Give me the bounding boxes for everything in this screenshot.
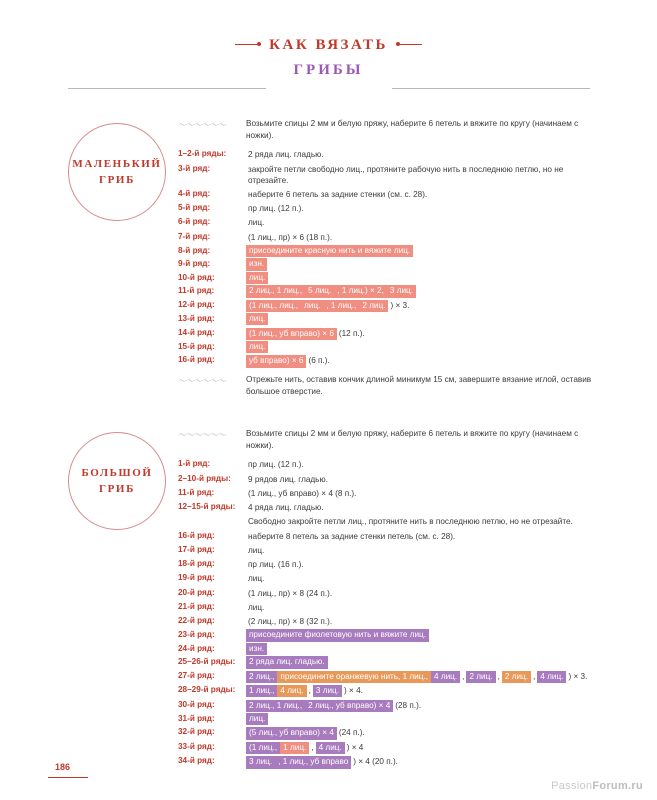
instruction-segment: 2 лиц., уб вправо) × 4 <box>305 700 393 712</box>
instruction-row <box>178 313 598 326</box>
instruction-row <box>178 572 598 586</box>
row-instruction <box>246 629 598 642</box>
instruction-segment: 2 лиц. <box>359 300 388 312</box>
instruction-segment: ) × 4 (20 п.). <box>353 757 398 767</box>
row-label: 13-й ряд: <box>178 314 215 324</box>
row-instruction <box>246 285 598 298</box>
instruction-segment: 2 ряда лиц. гладью. <box>246 656 328 668</box>
row-instruction <box>246 543 598 557</box>
instruction-segment: (2 лиц., пр) × 8 (32 п.). <box>248 617 333 627</box>
row-label: 22-й ряд: <box>178 616 215 626</box>
row-instruction <box>246 586 598 600</box>
instruction-segment: пр лиц. (12 п.). <box>248 204 304 214</box>
instruction-segment: 2 ряда лиц. гладью. <box>248 150 324 160</box>
instruction-row <box>178 244 598 257</box>
instruction-segment: (1 лиц., пр) × 8 (24 п.). <box>248 588 333 598</box>
instruction-row <box>178 501 598 515</box>
row-label: 24-й ряд: <box>178 643 215 653</box>
instruction-segment: (1 лиц., уб вправо) × 4 (8 п.). <box>248 488 357 498</box>
row-instruction <box>246 615 598 629</box>
instruction-segment: 4 лиц. <box>537 671 566 683</box>
instruction-segment: присоедините фиолетовую нить и вяжите лиц. <box>246 629 429 641</box>
row-label: 12-й ряд: <box>178 299 215 309</box>
instruction-segment: присоедините оранжевую нить, 1 лиц., <box>277 671 431 683</box>
instruction-row <box>178 726 598 740</box>
page-number-rule <box>48 777 88 778</box>
page-header <box>0 36 657 79</box>
wave-divider-icon-2: 〜〜〜〜〜〜 <box>178 376 227 383</box>
instruction-segment: 4 лиц. <box>277 685 306 697</box>
row-instruction <box>246 458 598 472</box>
row-instruction <box>246 313 598 326</box>
instruction-row <box>178 285 598 298</box>
instruction-row <box>178 629 598 642</box>
instruction-segment: (1 лиц., <box>246 742 280 754</box>
instruction-segment: 3 лиц. <box>313 685 342 697</box>
row-label: 32-й ряд: <box>178 727 215 737</box>
instruction-segment: лиц. <box>246 313 268 325</box>
row-label: 23-й ряд: <box>178 630 215 640</box>
row-instruction <box>246 354 598 368</box>
instruction-row <box>178 271 598 284</box>
row-label: 33-й ряд: <box>178 741 215 751</box>
instruction-segment: лиц. <box>301 300 323 312</box>
row-label: 18-й ряд: <box>178 559 215 569</box>
row-label: 1-й ряд: <box>178 459 211 469</box>
instruction-segment: пр лиц. (16 п.). <box>248 560 304 570</box>
instruction-segment: ) × 3. <box>568 671 588 681</box>
instruction-segment: , <box>497 671 500 681</box>
instruction-segment: 9 рядов лиц. гладью. <box>248 474 328 484</box>
instruction-row <box>178 326 598 340</box>
instruction-segment: наберите 6 петель за задние стенки (см. с. 28). <box>248 189 428 199</box>
instruction-segment: 5 лиц. <box>305 285 334 297</box>
instruction-row <box>178 148 598 162</box>
instruction-row <box>178 515 598 529</box>
row-label: 5-й ряд: <box>178 203 211 213</box>
instruction-segment: 1 лиц. <box>280 742 309 754</box>
instruction-segment: лиц. <box>246 272 268 284</box>
row-instruction <box>246 698 598 712</box>
watermark-light: Passion <box>551 780 593 792</box>
instruction-segment: лиц. <box>246 341 268 353</box>
row-instruction <box>246 298 598 312</box>
instruction-segment: (1 лиц., уб вправо) × 6 <box>246 328 337 340</box>
watermark-bold: Forum.ru <box>592 780 643 792</box>
row-label: 8-й ряд: <box>178 245 211 255</box>
instruction-segment: 4 лиц. <box>431 671 460 683</box>
instruction-segment: лиц. <box>248 218 265 228</box>
badge-big-mushroom <box>68 432 166 530</box>
intro-text-big: Возьмите спицы 2 мм и белую пряжу, наберите 6 петель и вяжите по кругу (начинаем с ножки). <box>246 429 579 450</box>
instruction-segment: , <box>533 671 536 681</box>
header-title-primary <box>0 36 657 54</box>
row-instruction <box>246 202 598 216</box>
instruction-segment: 2 лиц. <box>466 671 495 683</box>
badge-small-line2: ГРИБ <box>99 174 135 186</box>
row-label: 6-й ряд: <box>178 217 211 227</box>
row-label: 15-й ряд: <box>178 342 215 351</box>
instruction-row <box>178 615 598 629</box>
intro-text-small: Возьмите спицы 2 мм и белую пряжу, наберите 6 петель и вяжите по кругу (начинаем с ножки). <box>246 119 579 140</box>
row-instruction <box>246 726 598 740</box>
row-instruction <box>246 486 598 500</box>
instruction-segment: присоедините красную нить и вяжите лиц. <box>246 245 413 257</box>
instruction-rows-small <box>178 148 598 369</box>
instruction-segment: 2 лиц., 1 лиц., <box>246 700 305 712</box>
badge-big-line2: ГРИБ <box>99 483 135 495</box>
ornament-left-icon <box>235 44 257 45</box>
section-small-mushroom <box>178 118 598 398</box>
row-label: 16-й ряд: <box>178 530 215 540</box>
instruction-row <box>178 354 598 368</box>
instruction-segment: лиц. <box>248 602 265 612</box>
row-instruction <box>246 558 598 572</box>
instruction-row <box>178 258 598 271</box>
instruction-row <box>178 656 598 669</box>
instruction-segment: 3 лиц. <box>387 285 416 297</box>
row-instruction <box>246 515 598 529</box>
row-label: 12–15-й ряды: <box>178 502 236 512</box>
row-label: 19-й ряд: <box>178 573 215 583</box>
row-label: 3-й ряд: <box>178 163 211 173</box>
row-instruction <box>246 572 598 586</box>
instruction-row <box>178 698 598 712</box>
instruction-segment: закройте петли свободно лиц., протяните рабочую нить в последнюю петлю, но не отрезайте. <box>248 164 564 185</box>
row-instruction <box>246 271 598 284</box>
section-big-mushroom <box>178 428 598 769</box>
row-label: 7-й ряд: <box>178 231 211 241</box>
instruction-segment: (24 п.). <box>338 728 365 738</box>
instruction-segment: 1 лиц., <box>246 685 277 697</box>
row-instruction <box>246 216 598 230</box>
header-title-line2: ГРИБЫ <box>293 62 364 78</box>
row-instruction <box>246 472 598 486</box>
row-label: 16-й ряд: <box>178 355 215 365</box>
instruction-row <box>178 187 598 201</box>
instruction-segment: , <box>462 671 465 681</box>
row-label: 21-й ряд: <box>178 601 215 611</box>
row-instruction <box>246 258 598 271</box>
instruction-segment: (1 лиц., лиц., <box>246 300 301 312</box>
instruction-segment: 2 лиц. <box>502 671 531 683</box>
row-label: 11-й ряд: <box>178 487 215 497</box>
instruction-table-big <box>178 458 598 769</box>
instruction-row <box>178 684 598 698</box>
row-instruction <box>246 684 598 698</box>
instruction-segment: 2 лиц., 1 лиц., <box>246 285 305 297</box>
instruction-row <box>178 472 598 486</box>
instruction-row <box>178 230 598 244</box>
ornament-right-icon <box>400 44 422 45</box>
instruction-segment: , <box>311 742 314 752</box>
row-instruction <box>246 148 598 162</box>
row-instruction <box>246 755 598 769</box>
header-title-line1: КАК ВЯЗАТЬ <box>269 37 388 53</box>
row-instruction <box>246 326 598 340</box>
instruction-row <box>178 600 598 614</box>
row-instruction <box>246 656 598 669</box>
instruction-segment: (12 п.). <box>338 328 365 338</box>
row-instruction <box>246 340 598 353</box>
instruction-segment: (28 п.). <box>395 700 422 710</box>
wave-divider-icon-3: 〜〜〜〜〜〜 <box>178 430 227 436</box>
instruction-segment: 2 лиц., <box>246 671 277 683</box>
row-instruction <box>246 529 598 543</box>
instruction-segment: ) × 3. <box>390 300 410 310</box>
instruction-row <box>178 712 598 725</box>
instruction-segment: ) × 4 <box>346 742 364 752</box>
instruction-segment: (1 лиц., пр) × 6 (18 п.). <box>248 232 333 242</box>
instruction-segment: изн. <box>246 643 267 655</box>
instruction-segment: 4 лиц. <box>316 742 345 754</box>
instruction-segment: (6 п.). <box>308 356 330 366</box>
row-label: 20-й ряд: <box>178 587 215 597</box>
instruction-row <box>178 529 598 543</box>
row-instruction <box>246 669 598 683</box>
row-label: 14-й ряд: <box>178 327 215 337</box>
row-label: 11-й ряд: <box>178 286 215 296</box>
instruction-segment: лиц. <box>248 545 265 555</box>
row-instruction <box>246 187 598 201</box>
instruction-rows-big <box>178 458 598 769</box>
instruction-row <box>178 543 598 557</box>
closing-text-small: Отрежьте нить, оставив кончик длиной минимум 15 см, завершите вязание иглой, оставив большое отверстие. <box>246 375 592 397</box>
instruction-segment: (5 лиц., уб вправо) × 4 <box>246 727 337 739</box>
instruction-segment: лиц. <box>246 713 268 725</box>
instruction-row <box>178 740 598 754</box>
instruction-row <box>178 298 598 312</box>
wave-divider-icon: 〜〜〜〜〜〜 <box>178 120 227 126</box>
row-label: 9-й ряд: <box>178 259 211 269</box>
instruction-segment: 4 ряда лиц. гладью. <box>248 503 324 513</box>
badge-small-line1: МАЛЕНЬКИЙ <box>72 157 162 170</box>
header-rule-left <box>68 88 266 89</box>
row-instruction <box>246 712 598 725</box>
row-instruction <box>246 230 598 244</box>
instruction-segment: , 1 лиц., уб вправо <box>275 756 351 768</box>
instruction-row <box>178 755 598 769</box>
page-number: 186 <box>55 762 71 772</box>
row-label: 28–29-й ряды: <box>178 685 236 695</box>
instruction-row <box>178 558 598 572</box>
instruction-row <box>178 486 598 500</box>
instruction-segment: Свободно закройте петли лиц., протяните нить в последнюю петлю, но не отрезайте. <box>248 517 573 527</box>
row-label: 31-й ряд: <box>178 714 215 723</box>
row-label <box>178 515 246 529</box>
row-label: 17-й ряд: <box>178 544 215 554</box>
instruction-segment: 3 лиц. <box>246 756 275 768</box>
row-instruction <box>246 642 598 655</box>
row-label: 27-й ряд: <box>178 670 215 680</box>
row-label: 1–2-й ряды: <box>178 149 227 159</box>
instruction-row <box>178 216 598 230</box>
instruction-row <box>178 162 598 187</box>
instruction-row <box>178 642 598 655</box>
instruction-segment: наберите 8 петель за задние стенки петель (см. с. 28). <box>248 531 456 541</box>
instruction-row <box>178 669 598 683</box>
instruction-segment: ) × 4. <box>344 686 363 696</box>
instruction-row <box>178 340 598 353</box>
instruction-segment: , 1 лиц.) × 2, <box>334 285 387 297</box>
badge-small-mushroom <box>68 123 166 221</box>
instruction-segment: лиц. <box>248 574 265 584</box>
instruction-row <box>178 586 598 600</box>
instruction-segment: пр лиц. (12 п.). <box>248 460 304 470</box>
row-label: 2–10-й ряды: <box>178 473 231 483</box>
row-label: 34-й ряд: <box>178 756 215 766</box>
row-instruction <box>246 501 598 515</box>
row-label: 30-й ряд: <box>178 699 215 709</box>
row-instruction <box>246 600 598 614</box>
row-instruction <box>246 740 598 754</box>
row-label: 25–26-й ряды: <box>178 657 236 667</box>
instruction-row <box>178 458 598 472</box>
instruction-segment: уб вправо) × 6 <box>246 355 306 367</box>
badge-big-line1: БОЛЬШОЙ <box>81 466 153 479</box>
instruction-segment: изн. <box>246 258 267 270</box>
watermark <box>551 780 643 792</box>
row-label: 10-й ряд: <box>178 272 215 282</box>
row-label: 4-й ряд: <box>178 188 211 198</box>
instruction-segment: , <box>308 686 311 696</box>
header-rule-right <box>392 88 590 89</box>
instruction-table-small <box>178 148 598 369</box>
instruction-segment: , 1 лиц., <box>323 300 359 312</box>
row-instruction <box>246 244 598 257</box>
row-instruction <box>246 162 598 187</box>
instruction-row <box>178 202 598 216</box>
